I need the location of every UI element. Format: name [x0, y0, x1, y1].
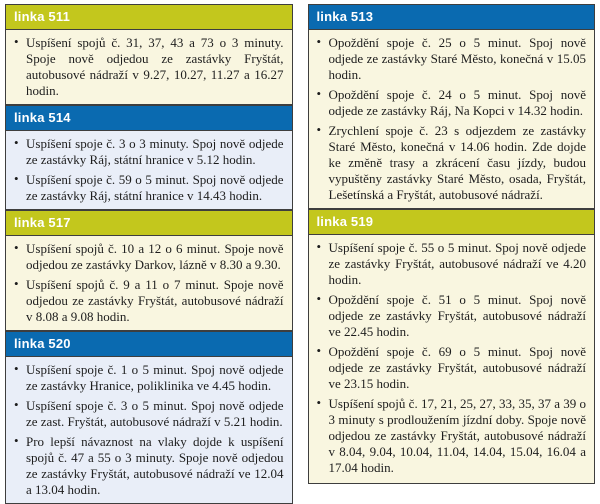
section-linka-517 [5, 210, 293, 331]
bullet-item [316, 240, 587, 288]
bullet-item [316, 396, 587, 476]
section-body-linka-511 [6, 30, 292, 104]
bullet-icon: • [316, 239, 322, 254]
section-header-linka-519: linka 519 [309, 210, 595, 235]
bullet-icon: • [316, 122, 322, 137]
column-right [308, 4, 596, 484]
bullet-icon: • [14, 433, 19, 448]
section-linka-513 [308, 4, 596, 209]
bullet-icon: • [316, 34, 322, 49]
bullet-item [13, 362, 284, 394]
bullet-icon: • [316, 86, 322, 101]
column-left [5, 4, 293, 497]
bullet-item [316, 292, 587, 340]
bullet-item [13, 136, 284, 168]
bullet-item [13, 398, 284, 430]
bullet-item [316, 87, 587, 119]
section-header-linka-513: linka 513 [309, 5, 595, 30]
bullet-icon: • [14, 361, 19, 376]
bullet-icon: • [14, 135, 19, 150]
bullet-item [316, 35, 587, 83]
section-linka-519 [308, 209, 596, 484]
bullet-icon: • [14, 34, 19, 49]
bullet-icon: • [14, 171, 19, 186]
bullet-item [13, 35, 284, 99]
bullet-icon: • [316, 291, 322, 306]
bullet-icon: • [14, 397, 19, 412]
section-body-linka-513 [309, 30, 595, 208]
section-header-linka-517: linka 517 [6, 211, 292, 236]
section-header-linka-511: linka 511 [6, 5, 292, 30]
bullet-text: Uspíšení spoje č. 3 o 5 minut. Spoj nově odjede ze zast. Fryštát, autobusové nádraží v 5.21 hodin. [26, 398, 284, 429]
bullet-icon: • [316, 343, 322, 358]
bullet-text: Pro lepší návaznost na vlaky dojde k uspíšení spojů č. 47 a 55 o 3 minuty. Spoje nově odjedou ze zastávky Fryštát, autobusové nádraží ve 12.04 a 13.04 hodin. [26, 434, 284, 497]
bullet-text: Uspíšení spoje č. 3 o 3 minuty. Spoj nově odjede ze zastávky Ráj, státní hranice v 5.12 hodin. [26, 136, 284, 167]
bullet-item [13, 172, 284, 204]
section-body-linka-519 [309, 235, 595, 483]
bullet-text: Opoždění spoje č. 69 o 5 minut. Spoj nově odjede ze zastávky Fryštát, autobusové nádraží ve 23.15 hodin. [328, 344, 586, 391]
bullet-text: Opoždění spoje č. 25 o 5 minut. Spoj nově odjede ze zastávky Staré Město, konečná v 15.05 hodin. [328, 35, 586, 82]
bullet-text: Uspíšení spojů č. 31, 37, 43 a 73 o 3 minuty. Spoje nově odjedou ze zastávky Fryštát, autobusové nádraží v 9.27, 10.27, 11.27 a 16.27 hodin. [26, 35, 284, 98]
bullet-item [13, 241, 284, 273]
bullet-text: Opoždění spoje č. 24 o 5 minut. Spoj nově odjede ze zastávky Ráj, Na Kopci v 14.32 hodin. [328, 87, 586, 118]
section-linka-511 [5, 4, 293, 105]
bullet-text: Uspíšení spoje č. 59 o 5 minut. Spoj nově odjede ze zastávky Ráj, státní hranice v 14.43 hodin. [26, 172, 284, 203]
section-body-linka-514 [6, 131, 292, 209]
bullet-item [13, 434, 284, 498]
bullet-text: Opoždění spoje č. 51 o 5 minut. Spoj nově odjede ze zastávky Fryštát, autobusové nádraží ve 22.45 hodin. [328, 292, 586, 339]
section-body-linka-520 [6, 357, 292, 503]
bullet-icon: • [14, 240, 19, 255]
bullet-icon: • [316, 395, 322, 410]
bullet-item [13, 277, 284, 325]
section-linka-520 [5, 331, 293, 504]
section-linka-514 [5, 105, 293, 210]
section-body-linka-517 [6, 236, 292, 330]
bullet-text: Uspíšení spoje č. 1 o 5 minut. Spoj nově odjede ze zastávky Hranice, poliklinika ve 4.45 hodin. [26, 362, 284, 393]
bullet-text: Uspíšení spojů č. 9 a 11 o 7 minut. Spoje nově odjedou ze zastávky Fryštát, autobusové nádraží v 8.08 a 9.08 hodin. [26, 277, 284, 324]
section-header-linka-520: linka 520 [6, 332, 292, 357]
bullet-icon: • [14, 276, 19, 291]
bullet-text: Uspíšení spojů č. 10 a 12 o 6 minut. Spoje nově odjedou ze zastávky Darkov, lázně v 8.30 a 9.30. [26, 241, 284, 272]
bullet-item [316, 344, 587, 392]
section-header-linka-514: linka 514 [6, 106, 292, 131]
bullet-item [316, 123, 587, 203]
bullet-text: Uspíšení spojů č. 17, 21, 25, 27, 33, 35, 37 a 39 o 3 minuty s prodloužením jízdní doby. Spoje nově odjedou ze zastávky Fryštát, autobusové nádraží v 8.04, 9.04, 10.04, 11.04, 14.04, 15.04, 16.04 a 17.04 hodin. [328, 396, 586, 475]
bullet-text: Zrychlení spoje č. 23 s odjezdem ze zastávky Staré Město, konečná v 14.06 hodin. Zde dojde ke změně trasy a zkrácení času jízdy, budou vypuštěny zastávky Staré Město, osada, Fryštát, Lešetínská a Fryštát, autobusové nádraží. [328, 123, 586, 202]
bullet-text: Uspíšení spoje č. 55 o 5 minut. Spoj nově odjede ze zastávky Fryštát, autobusové nádraží ve 4.20 hodin. [328, 240, 586, 287]
